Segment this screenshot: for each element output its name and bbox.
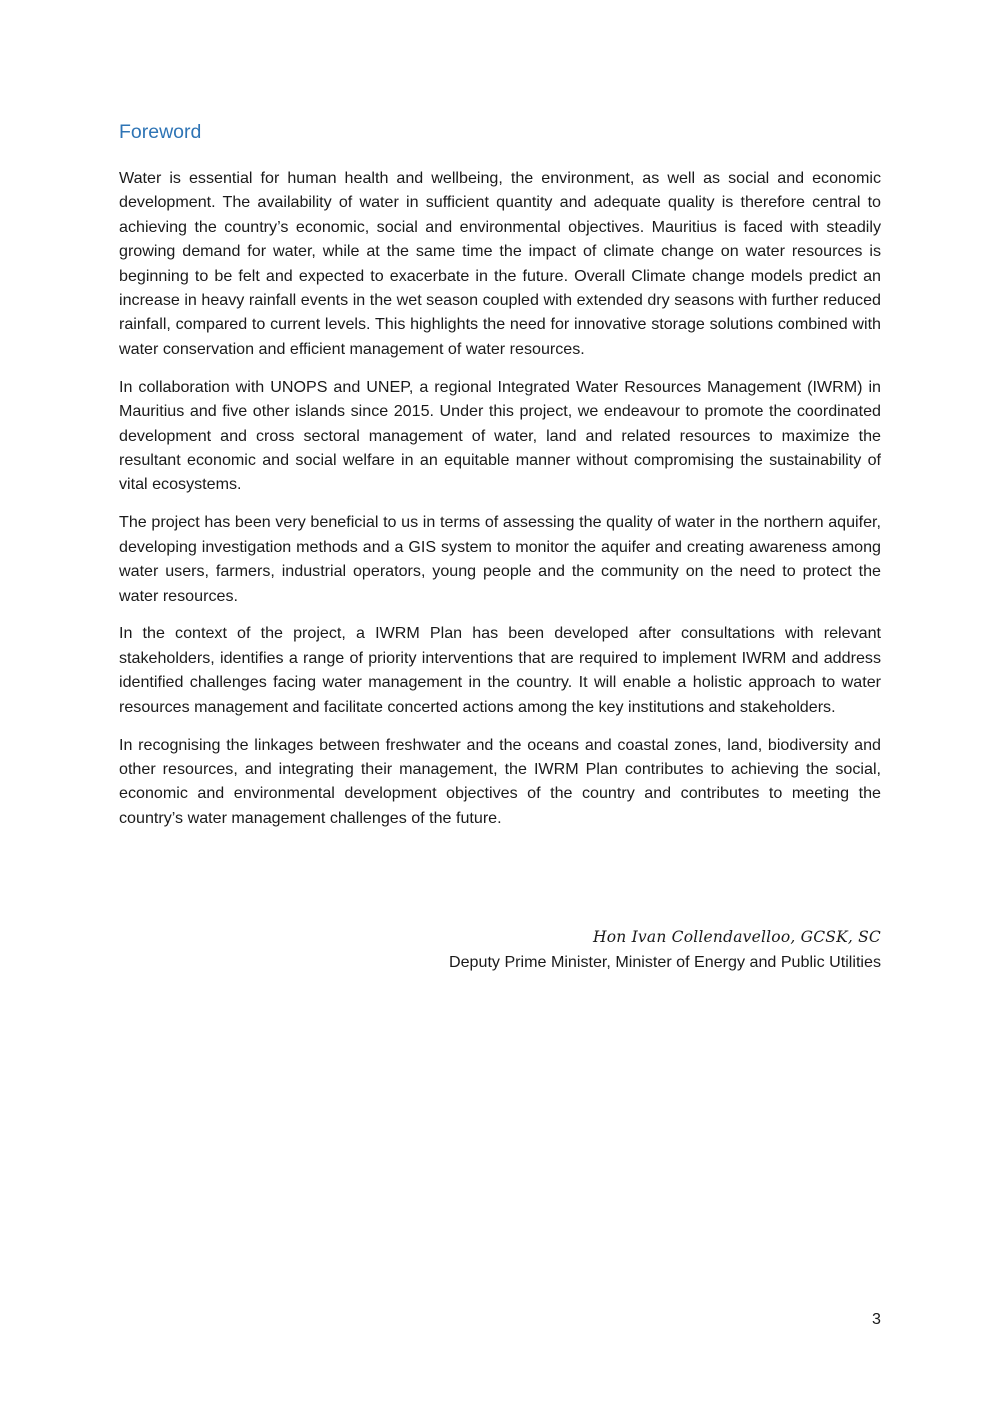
paragraph-3: The project has been very beneficial to us in terms of assessing the quality of water in the northern aquifer, developing investigation methods and a GIS system to monitor the aquifer and creating awareness among water users, farmers, industrial operators, young people and the community on the need to protect the water resources. <box>119 513 881 605</box>
signature-title: Deputy Prime Minister, Minister of Energy and Public Utilities <box>448 953 881 971</box>
page-number: 3 <box>872 1310 881 1328</box>
paragraph-4: In the context of the project, a IWRM Plan has been developed after consultations with relevant stakeholders, identifies a range of priority interventions that are required to implement IWRM and address identified challenges facing water management in the country. It will enable a holistic approach to water resources management and facilitate concerted actions among the key institutions and stakeholders. <box>119 624 881 716</box>
signature-block <box>449 925 881 974</box>
page-title: Foreword <box>119 121 202 143</box>
paragraph-5: In recognising the linkages between freshwater and the oceans and coastal zones, land, biodiversity and other resources, and integrating their management, the IWRM Plan contributes to achieving the social, economic and environmental development objectives of the country and contributes to meeting the country’s water management challenges of the future. <box>119 735 881 827</box>
paragraph-1: Water is essential for human health and wellbeing, the environment, as well as social and economic development. The availability of water in sufficient quantity and adequate quality is therefore central to achieving the country’s economic, social and environmental objectives. Mauritius is faced with steadily growing demand for water, while at the same time the impact of climate change on water resources is beginning to be felt and expected to exacerbate in the future. Overall Climate change models predict an increase in heavy rainfall events in the wet season coupled with extended dry seasons with further reduced rainfall, compared to current levels. This highlights the need for innovative storage solutions combined with water conservation and efficient management of water resources. <box>119 169 881 358</box>
paragraph-2: In collaboration with UNOPS and UNEP, a regional Integrated Water Resources Management (IWRM) in Mauritius and five other islands since 2015. Under this project, we endeavour to promote the coordinated development and cross sectoral management of water, land and related resources to maximize the resultant economic and social welfare in an equitable manner without compromising the sustainability of vital ecosystems. <box>119 377 881 494</box>
document-body <box>119 118 881 844</box>
signature-name: Hon Ivan Collendavelloo, GCSK, SC <box>593 928 881 946</box>
